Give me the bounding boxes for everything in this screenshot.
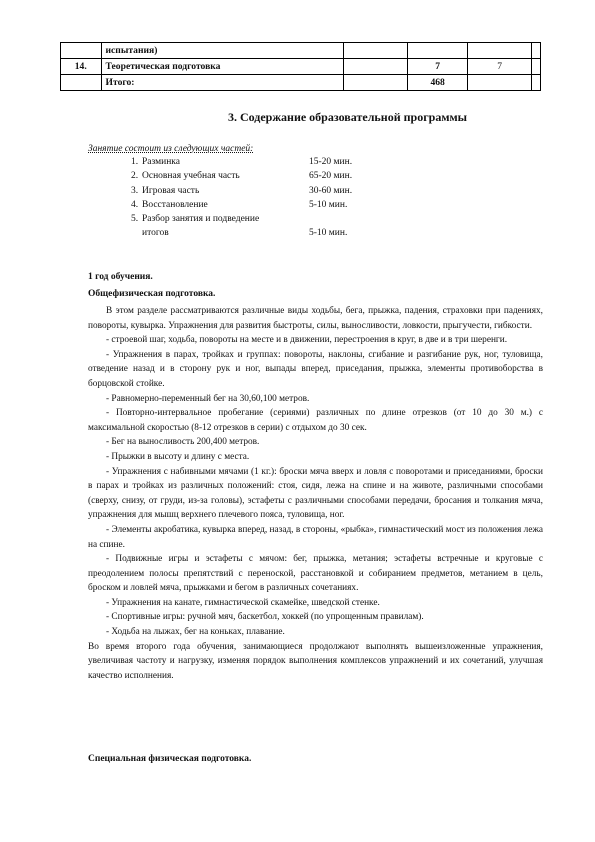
lesson-part-item xyxy=(131,184,353,198)
lesson-part-item xyxy=(131,212,259,226)
row-total xyxy=(344,43,408,59)
lesson-part-number: 5. xyxy=(131,214,139,225)
row-practice xyxy=(468,75,532,91)
year-heading: 1 год обучения. xyxy=(88,272,153,282)
body-paragraph: - Повторно-интервальное пробегание (сериями) различных по длине отрезков (от 10 до 30 м.) с максимальной скоростью (8-12 отрезков в серии) с отдыхом до 30 сек. xyxy=(88,408,543,433)
body-paragraph: - Равномерно-переменный бег на 30,60,100 метров. xyxy=(106,393,310,404)
general-training-heading: Общефизическая подготовка. xyxy=(88,289,216,299)
row-practice: 7 xyxy=(468,59,532,75)
intro-text: Занятие состоит из следующих частей: xyxy=(88,144,254,154)
lesson-part-duration: 30-60 мин. xyxy=(309,185,353,196)
hours-table xyxy=(60,42,541,91)
row-theory: 7 xyxy=(408,59,468,75)
lesson-part-duration: 5-10 мин. xyxy=(309,228,348,239)
body-paragraph: - Бег на выносливость 200,400 метров. xyxy=(106,437,260,448)
special-training-heading: Специальная физическая подготовка. xyxy=(88,754,252,764)
lesson-part-label: Восстановление xyxy=(142,199,208,210)
body-paragraph: - Упражнения на канате, гимнастической скамейке, шведской стенке. xyxy=(106,597,380,608)
body-paragraph: - Подвижные игры и эстафеты с мячом: бег, прыжка, метания; эстафеты встречные и круговые с преодолением полосы препятствий с переноской, расстановкой и собиранием предметов, метанием в цель, броском и ловлей мяча, прыжками и бегом в различных сочетаниях. xyxy=(88,554,543,594)
row-number xyxy=(61,43,102,59)
table-row xyxy=(61,43,541,59)
lesson-part-label: Разбор занятия и подведение xyxy=(142,214,260,225)
lesson-part-number: 2. xyxy=(131,171,139,182)
lesson-part-duration: 65-20 мин. xyxy=(309,171,353,182)
lesson-part-number: 1. xyxy=(131,157,139,167)
section-title: 3. Содержание образовательной программы xyxy=(227,110,468,124)
lesson-part-item xyxy=(131,169,353,183)
body-paragraph: Во время второго года обучения, занимающиеся продолжают выполнять вышеизложенные упражнения, увеличивая частоту и нагрузку, изменяя порядок выполнения комплексов упражнений и их сочетаний, улучшая качество исполнения. xyxy=(88,641,543,681)
lesson-part-label: Игровая часть xyxy=(142,185,200,196)
lesson-part-item xyxy=(131,198,348,212)
lesson-parts-list xyxy=(131,155,353,241)
table-row xyxy=(61,75,541,91)
body-paragraph: - строевой шаг, ходьба, повороты на месте и в движении, перестроения в круг, в две и в три шеренги. xyxy=(106,335,508,346)
row-theory: 468 xyxy=(408,75,468,91)
body-paragraph: - Прыжки в высоту и длину с места. xyxy=(106,451,250,462)
row-number: 14. xyxy=(61,59,102,75)
body-text xyxy=(88,304,543,683)
row-total xyxy=(344,59,408,75)
lesson-part-duration: 15-20 мин. xyxy=(309,157,353,167)
body-paragraph: - Упражнения с набивными мячами (1 кг.): броски мяча вверх и ловля с поворотами и приседаниями, броски в парах и тройках из различных положений: стоя, сидя, лежа на спине и на животе, различными способами (сверху, снизу, от груди, из-за головы), эстафеты с различными способами передачи, бросания и толкания мяча, упражнения для мышц верхнего плечевого пояса, туловища, ног. xyxy=(88,466,543,521)
lesson-part-number: 4. xyxy=(131,199,139,210)
row-number xyxy=(61,75,102,91)
lesson-part-label: Основная учебная часть xyxy=(142,171,240,182)
body-paragraph: - Спортивные игры: ручной мяч, баскетбол, хоккей (по упрощенным правилам). xyxy=(106,612,424,623)
row-name: Итого: xyxy=(101,75,344,91)
table-row xyxy=(61,59,541,75)
row-total xyxy=(344,75,408,91)
row-theory xyxy=(408,43,468,59)
row-extra xyxy=(532,75,541,91)
body-paragraph: В этом разделе рассматриваются различные виды ходьбы, бега, прыжка, падения, страховки при падениях, повороты, кувырка. Упражнения для развития быстроты, силы, выносливости, ловкости, прыгучести, гибкости. xyxy=(88,306,543,331)
lesson-part-number: 3. xyxy=(131,185,139,196)
lesson-part-label: Разминка xyxy=(142,157,180,167)
lesson-part-item xyxy=(131,155,353,169)
row-extra xyxy=(532,43,541,59)
lesson-part-item xyxy=(131,226,348,240)
row-name: Теоретическая подготовка xyxy=(101,59,344,75)
row-extra xyxy=(532,59,541,75)
row-name: испытания) xyxy=(101,43,344,59)
lesson-part-label: итогов xyxy=(142,228,169,239)
lesson-part-duration: 5-10 мин. xyxy=(309,199,348,210)
row-practice xyxy=(468,43,532,59)
body-paragraph: - Упражнения в парах, тройках и группах: повороты, наклоны, сгибание и разгибание рук, ног, туловища, отведение назад и в сторону рук и ног, выпады вперед, приседания, прыжка, элементы противоборства в борцовской стойке. xyxy=(88,349,543,389)
body-paragraph: - Ходьба на лыжах, бег на коньках, плавание. xyxy=(106,627,285,638)
body-paragraph: - Элементы акробатика, кувырка вперед, назад, в стороны, «рыбка», гимнастический мост из положения лежа на спине. xyxy=(88,524,543,550)
